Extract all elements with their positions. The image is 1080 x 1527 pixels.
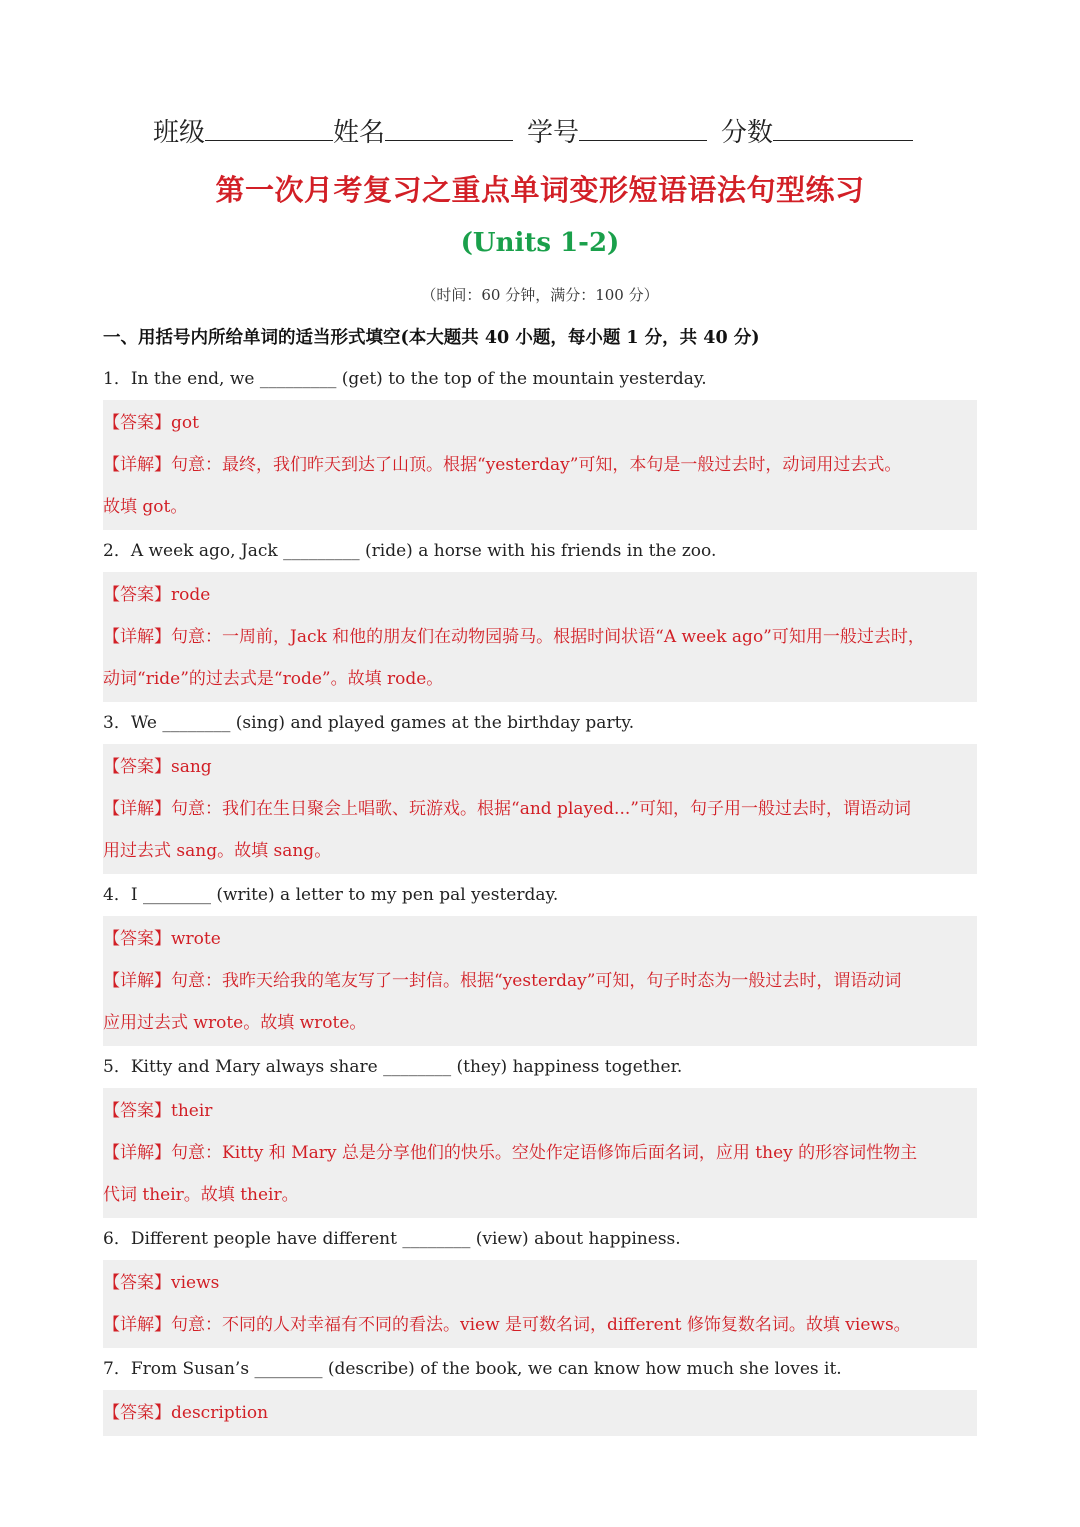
detail-line-continued: 用过去式 sang。故填 sang。 <box>103 841 332 861</box>
answer-line <box>103 918 977 960</box>
class-blank <box>205 112 333 141</box>
detail-line <box>103 788 977 830</box>
answer-blank: ________ <box>162 713 231 733</box>
question-number: 4． <box>103 885 131 905</box>
question-text-after: (get) to the top of the mountain yesterday. <box>336 369 707 389</box>
detail-tag: 【详解】 <box>103 971 171 991</box>
question-number: 1． <box>103 369 131 389</box>
question-item <box>103 530 977 572</box>
answer-box <box>103 744 977 874</box>
answer-value: got <box>171 413 199 433</box>
answer-line <box>103 746 977 788</box>
answer-line <box>103 402 977 444</box>
answer-line <box>103 574 977 616</box>
question-number: 2． <box>103 541 131 561</box>
answer-value: their <box>171 1101 213 1121</box>
question-text-before: Different people have different <box>130 1229 403 1249</box>
answer-blank: _________ <box>259 369 337 389</box>
detail-tag: 【详解】 <box>103 627 171 647</box>
question-number: 5． <box>103 1057 131 1077</box>
answer-blank: ________ <box>142 885 211 905</box>
detail-line <box>103 1132 977 1174</box>
answer-box <box>103 1260 977 1348</box>
answer-line <box>103 1090 977 1132</box>
name-field <box>333 112 513 153</box>
answer-tag: 【答案】 <box>103 1273 171 1293</box>
question-number: 6． <box>103 1229 131 1249</box>
detail-line-continued: 故填 got。 <box>103 497 188 517</box>
question-item <box>103 1218 977 1260</box>
detail-text: 句意：不同的人对幸福有不同的看法。view 是可数名词，different 修饰复数名词。故填 views。 <box>171 1315 911 1335</box>
question-text-before: Kitty and Mary always share <box>130 1057 384 1077</box>
answer-tag: 【答案】 <box>103 413 171 433</box>
question-text-before: We <box>130 713 163 733</box>
score-field <box>721 112 913 153</box>
detail-line <box>103 444 977 486</box>
answer-value: rode <box>171 585 211 605</box>
score-blank <box>773 112 913 141</box>
question-item <box>103 358 977 400</box>
detail-text: 句意：Kitty 和 Mary 总是分享他们的快乐。空处作定语修饰后面名词，应用 they 的形容词性物主 <box>171 1143 918 1163</box>
question-list <box>103 358 977 1436</box>
student-id-blank <box>579 112 707 141</box>
detail-text: 句意：一周前，Jack 和他的朋友们在动物园骑马。根据时间状语“A week ago”可知用一般过去时， <box>171 627 925 647</box>
detail-tag: 【详解】 <box>103 799 171 819</box>
answer-blank: _________ <box>283 541 360 561</box>
detail-tag: 【详解】 <box>103 1315 171 1335</box>
page-subtitle: (Units 1-2) <box>460 228 620 258</box>
answer-box <box>103 1088 977 1218</box>
question-number: 7． <box>103 1359 131 1379</box>
detail-text: 句意：我昨天给我的笔友写了一封信。根据“yesterday”可知，句子时态为一般过去时，谓语动词 <box>171 971 902 991</box>
question-text-after: (view) about happiness. <box>470 1229 681 1249</box>
class-label: 班级 <box>153 118 206 148</box>
answer-value: description <box>171 1403 269 1423</box>
question-item <box>103 1348 977 1390</box>
question-text-after: (write) a letter to my pen pal yesterday. <box>210 885 559 905</box>
student-info-fields <box>153 112 933 153</box>
answer-tag: 【答案】 <box>103 929 171 949</box>
detail-line <box>103 616 977 658</box>
class-field <box>153 112 333 153</box>
answer-box <box>103 916 977 1046</box>
answer-box <box>103 572 977 702</box>
student-id-label: 学号 <box>527 118 580 148</box>
detail-line-continued: 应用过去式 wrote。故填 wrote。 <box>103 1013 367 1033</box>
student-id-field <box>527 112 707 153</box>
detail-line <box>103 1304 977 1346</box>
answer-blank: ________ <box>383 1057 452 1077</box>
answer-blank: ________ <box>254 1359 323 1379</box>
name-label: 姓名 <box>333 118 386 148</box>
detail-line-continued: 代词 their。故填 their。 <box>103 1185 299 1205</box>
question-text-before: In the end, we <box>130 369 260 389</box>
detail-tag: 【详解】 <box>103 455 171 475</box>
question-text-after: (describe) of the book, we can know how much she loves it. <box>322 1359 842 1379</box>
question-text-after: (sing) and played games at the birthday party. <box>230 713 635 733</box>
question-text-before: I <box>130 885 143 905</box>
answer-line <box>103 1262 977 1304</box>
question-number: 3． <box>103 713 131 733</box>
answer-tag: 【答案】 <box>103 585 171 605</box>
answer-blank: ________ <box>402 1229 471 1249</box>
detail-line <box>103 960 977 1002</box>
score-label: 分数 <box>721 118 774 148</box>
page-title: 第一次月考复习之重点单词变形短语语法句型练习 <box>215 173 865 207</box>
question-item <box>103 1046 977 1088</box>
exam-timing: （时间：60 分钟，满分：100 分） <box>421 286 659 304</box>
answer-value: views <box>171 1273 220 1293</box>
answer-line <box>103 1392 977 1434</box>
answer-box <box>103 1390 977 1436</box>
question-text-before: A week ago, Jack <box>130 541 284 561</box>
answer-tag: 【答案】 <box>103 1403 171 1423</box>
detail-line-continued: 动词“ride”的过去式是“rode”。故填 rode。 <box>103 669 444 689</box>
detail-tag: 【详解】 <box>103 1143 171 1163</box>
question-item <box>103 874 977 916</box>
name-blank <box>385 112 513 141</box>
answer-tag: 【答案】 <box>103 757 171 777</box>
answer-value: sang <box>171 757 212 777</box>
answer-box <box>103 400 977 530</box>
question-text-before: From Susan’s <box>130 1359 255 1379</box>
question-item <box>103 702 977 744</box>
question-text-after: (they) happiness together. <box>451 1057 683 1077</box>
answer-tag: 【答案】 <box>103 1101 171 1121</box>
answer-value: wrote <box>171 929 221 949</box>
detail-text: 句意：最终，我们昨天到达了山顶。根据“yesterday”可知，本句是一般过去时，动词用过去式。 <box>171 455 902 475</box>
detail-text: 句意：我们在生日聚会上唱歌、玩游戏。根据“and played...”可知，句子用一般过去时，谓语动词 <box>171 799 911 819</box>
question-text-after: (ride) a horse with his friends in the zoo. <box>359 541 717 561</box>
section-heading: 一、用括号内所给单词的适当形式填空(本大题共 40 小题，每小题 1 分，共 40 分) <box>103 328 760 348</box>
